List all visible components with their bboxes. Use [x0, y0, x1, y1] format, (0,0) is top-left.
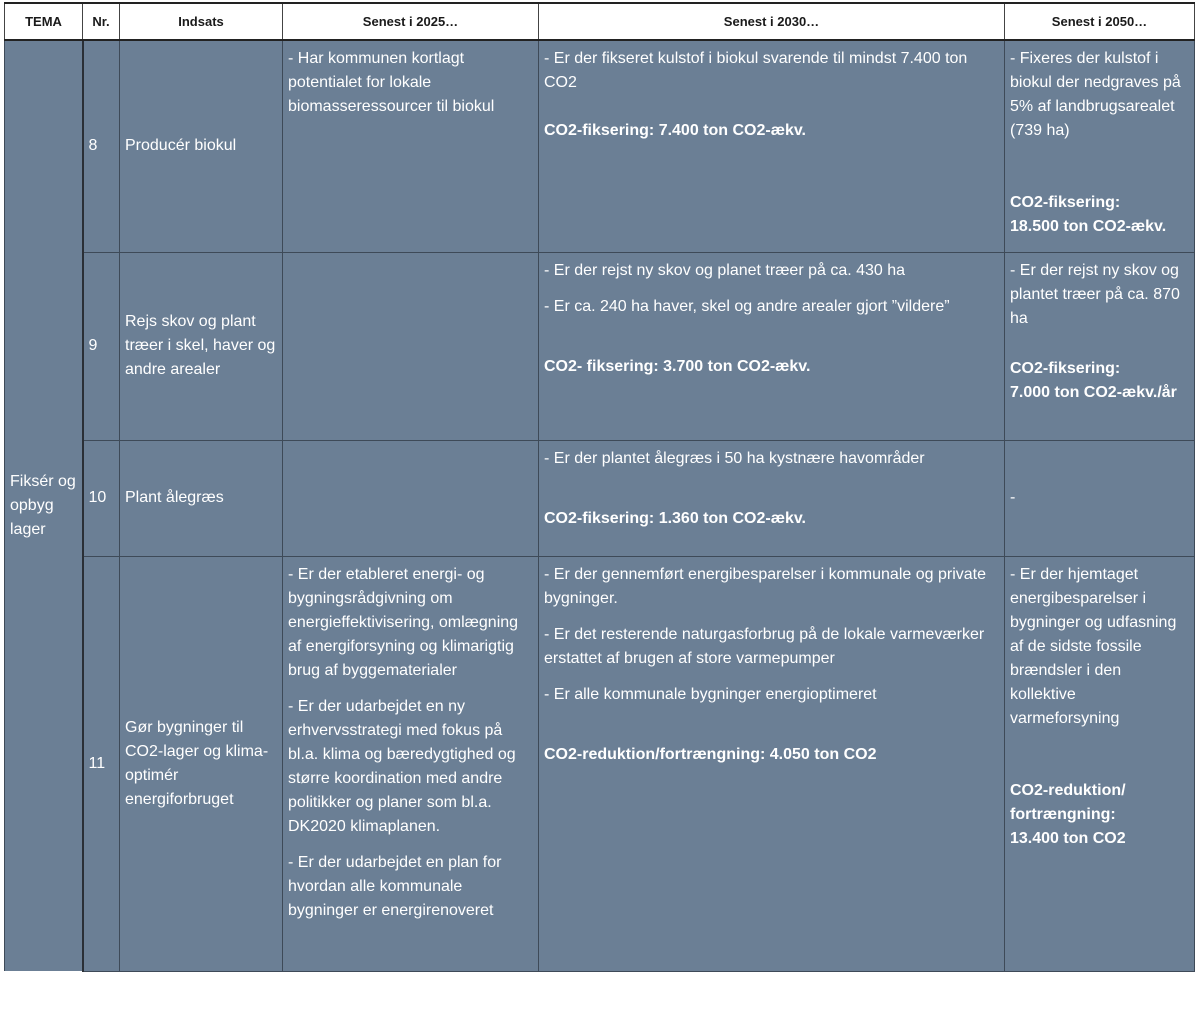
bullet-text: - Er der udarbejdet en plan for hvordan alle kommunale bygninger er energirenoveret [288, 853, 502, 919]
bullet-text: - Er der etableret energi- og bygningsrådgivning om energieffektivisering, omlægning af energiforsyning og klimarigtig brug af byggematerialer [288, 565, 519, 679]
cell-2025 [283, 556, 539, 971]
co2-figure-label: CO2-fiksering: [1010, 194, 1121, 211]
header-2030: Senest i 2030… [539, 3, 1005, 40]
header-indsats: Indsats [120, 3, 283, 40]
cell-2025 [283, 440, 539, 556]
bullet-text: - Er der plantet ålegræs i 50 ha kystnære havområder [544, 449, 925, 467]
cell-2030 [539, 252, 1005, 440]
bullet-text: - Er det resterende naturgasforbrug på de lokale varmeværker erstattet af brugen af store varmepumper [544, 625, 985, 667]
co2-figure-value: 18.500 ton CO2-ækv. [1010, 218, 1167, 235]
nr-cell: 8 [83, 40, 120, 252]
nr-cell: 11 [83, 556, 120, 971]
header-tema: TEMA [5, 3, 83, 40]
bullet-text: - Er der fikseret kulstof i biokul svarende til mindst 7.400 ton CO2 [544, 50, 968, 91]
indsats-cell: Plant ålegræs [120, 440, 283, 556]
cell-2025 [283, 40, 539, 252]
table-row [5, 556, 1195, 971]
tema-label: Fiksér og opbyg lager [10, 473, 76, 538]
table-row [5, 440, 1195, 556]
bullet-text: - Er der rejst ny skov og plantet træer på ca. 870 ha [1010, 261, 1180, 327]
indsats-cell: Gør bygninger til CO2-lager og klima-optimér energiforbruget [120, 556, 283, 971]
cell-2030 [539, 440, 1005, 556]
cell-2050 [1005, 252, 1195, 440]
indsats-cell: Rejs skov og plant træer i skel, haver og andre arealer [120, 252, 283, 440]
climate-action-table [4, 2, 1195, 971]
co2-figure-value: 7.000 ton CO2-ækv./år [1010, 383, 1177, 401]
bullet-text: - Er der hjemtaget energibesparelser i bygninger og udfasning af de sidste fossile brændsler i den kollektive varmeforsyning [1010, 565, 1177, 727]
bullet-text: - Er alle kommunale bygninger energioptimeret [544, 685, 877, 703]
bullet-text: - Er der udarbejdet en ny erhvervsstrategi med fokus på bl.a. klima og bæredygtighed og større koordination med andre politikker og planer som bl.a. DK2020 klimaplanen. [288, 697, 516, 835]
co2-figure: CO2-fiksering: 7.400 ton CO2-ækv. [544, 122, 806, 139]
tema-cell [5, 40, 83, 971]
header-2050: Senest i 2050… [1005, 3, 1195, 40]
header-nr: Nr. [83, 3, 120, 40]
header-row [5, 3, 1195, 40]
cell-2050 [1005, 40, 1195, 252]
co2-figure: CO2-reduktion/fortrængning: 4.050 ton CO2 [544, 745, 877, 763]
cell-2030 [539, 40, 1005, 252]
bullet-text: - [1010, 489, 1016, 506]
cell-2025 [283, 252, 539, 440]
cell-2050 [1005, 556, 1195, 971]
bullet-text: - Er ca. 240 ha haver, skel og andre arealer gjort ”vildere” [544, 297, 950, 315]
table-row [5, 252, 1195, 440]
co2-figure-label: fortrængning: [1010, 805, 1116, 823]
co2-figure: CO2-fiksering: 1.360 ton CO2-ækv. [544, 509, 806, 527]
bullet-text: - Er der gennemført energibesparelser i kommunale og private bygninger. [544, 565, 986, 607]
co2-figure-value: 13.400 ton CO2 [1010, 829, 1126, 847]
table-row [5, 40, 1195, 252]
co2-figure-label: CO2-fiksering: [1010, 359, 1121, 377]
header-2025: Senest i 2025… [283, 3, 539, 40]
cell-2050 [1005, 440, 1195, 556]
nr-cell: 9 [83, 252, 120, 440]
nr-cell: 10 [83, 440, 120, 556]
co2-figure: CO2- fiksering: 3.700 ton CO2-ækv. [544, 357, 811, 375]
cell-2030 [539, 556, 1005, 971]
co2-figure-label: CO2-reduktion/ [1010, 781, 1126, 799]
bullet-text: - Har kommunen kortlagt potentialet for lokale biomasseressourcer til biokul [288, 50, 495, 115]
bullet-text: - Fixeres der kulstof i biokul der nedgraves på 5% af landbrugsarealet (739 ha) [1010, 50, 1181, 139]
indsats-cell: Producér biokul [120, 40, 283, 252]
bullet-text: - Er der rejst ny skov og planet træer på ca. 430 ha [544, 261, 906, 279]
